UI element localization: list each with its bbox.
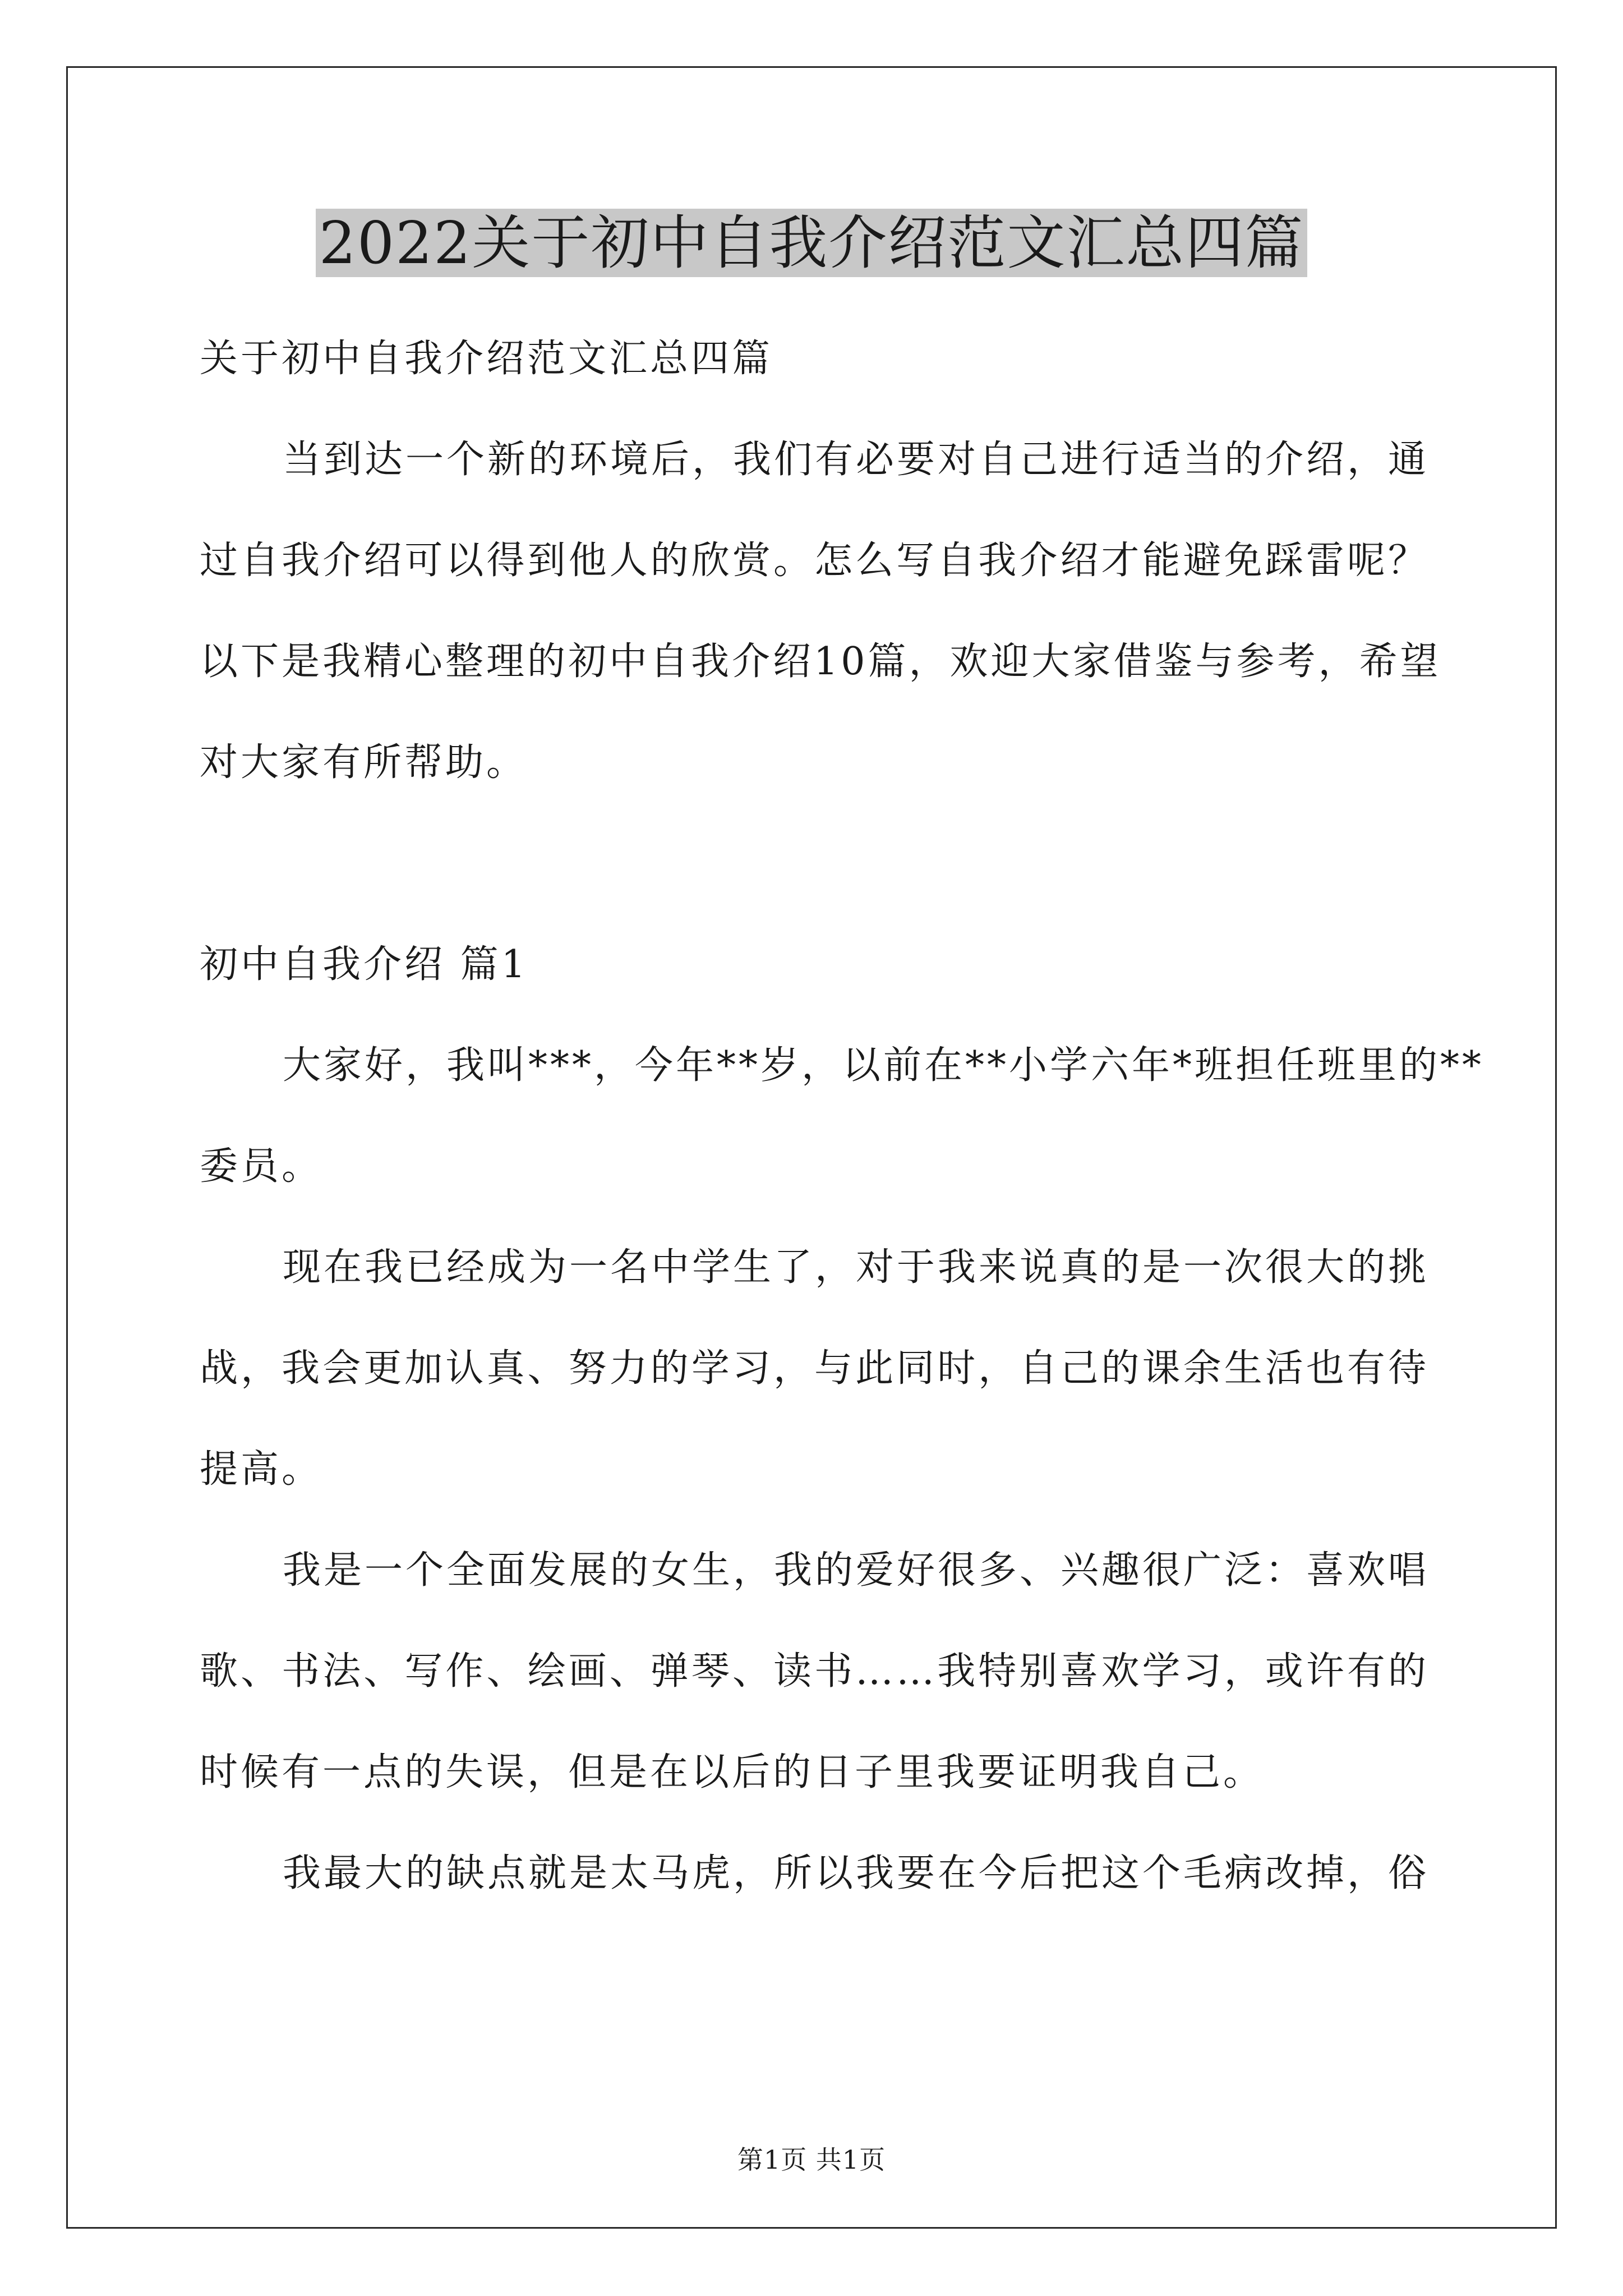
section-p2-line-1: 现在我已经成为一名中学生了，对于我来说真的是一次很大的挑: [283, 1245, 1430, 1290]
section-p1-line-1: 大家好，我叫***，今年**岁，以前在**小学六年*班担任班里的**: [283, 1043, 1484, 1088]
section-heading: 初中自我介绍 篇1: [200, 942, 528, 987]
intro-line-2: 过自我介绍可以得到他人的欣赏。怎么写自我介绍才能避免踩雷呢？: [200, 539, 1429, 583]
page-footer: 第1页 共1页: [737, 2145, 886, 2175]
section-p1-line-2: 委员。: [200, 1144, 323, 1189]
document-body: [200, 309, 1484, 1924]
intro-line-1: 当到达一个新的环境后，我们有必要对自己进行适当的介绍，通: [283, 438, 1430, 482]
section-p4-line-1: 我最大的缺点就是太马虎，所以我要在今后把这个毛病改掉，俗: [283, 1851, 1430, 1895]
section-p3-line-2: 歌、书法、写作、绘画、弹琴、读书……我特别喜欢学习，或许有的: [200, 1649, 1429, 1694]
document-subtitle: 关于初中自我介绍范文汇总四篇: [200, 337, 773, 381]
document-title: [0, 206, 1623, 279]
section-p2-line-2: 战，我会更加认真、努力的学习，与此同时，自己的课余生活也有待: [200, 1346, 1429, 1391]
paragraph-gap: [200, 813, 1429, 914]
section-p2-line-3: 提高。: [200, 1447, 323, 1492]
intro-line-4: 对大家有所帮助。: [200, 740, 528, 785]
intro-line-3: 以下是我精心整理的初中自我介绍10篇，欢迎大家借鉴与参考，希望: [200, 639, 1441, 684]
document-title-text: 2022关于初中自我介绍范文汇总四篇: [316, 209, 1308, 277]
section-p3-line-3: 时候有一点的失误，但是在以后的日子里我要证明我自己。: [200, 1750, 1265, 1795]
section-p3-line-1: 我是一个全面发展的女生，我的爱好很多、兴趣很广泛：喜欢唱: [283, 1548, 1430, 1593]
